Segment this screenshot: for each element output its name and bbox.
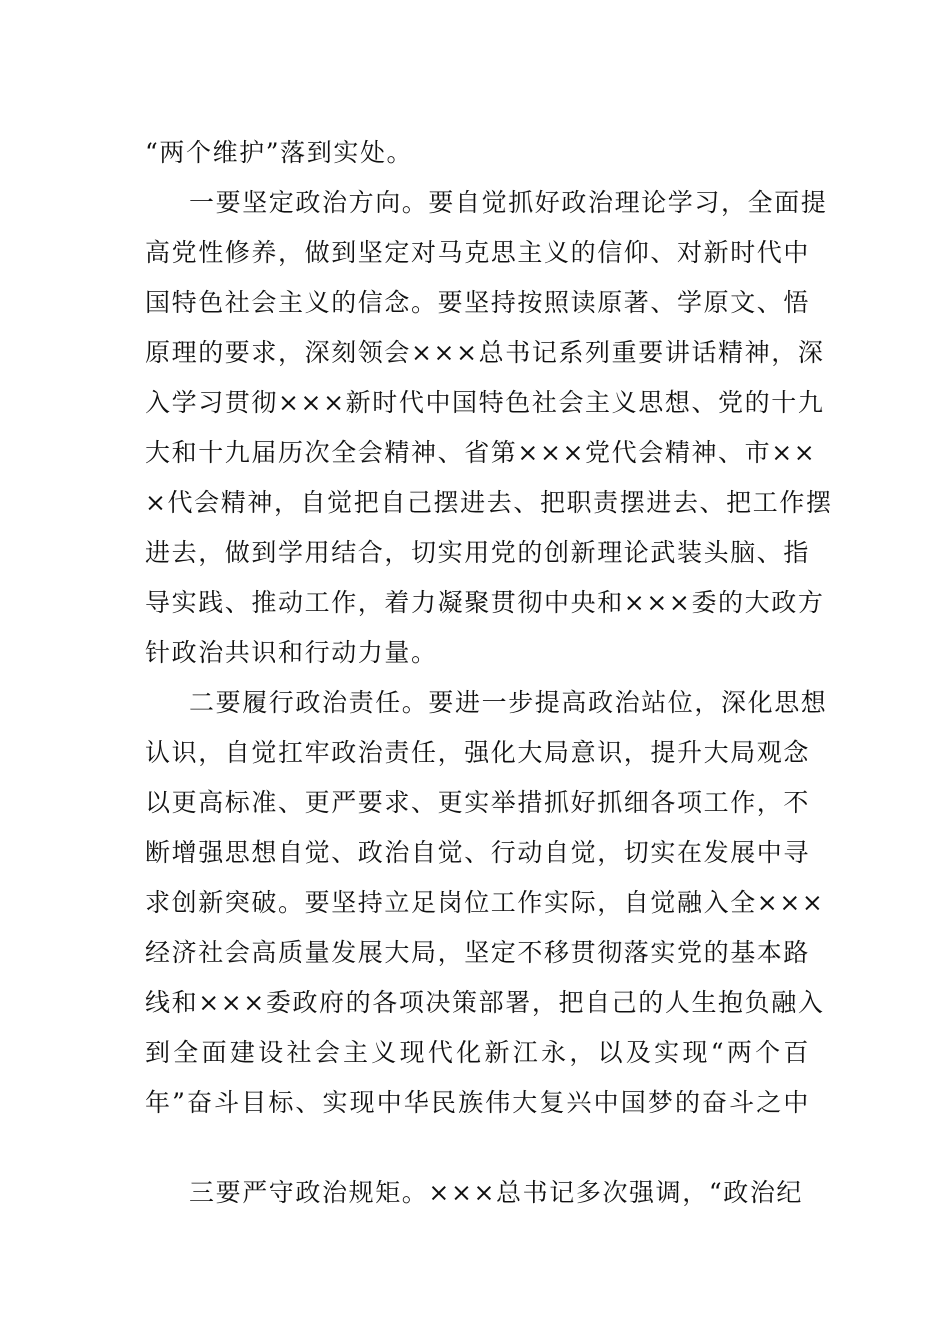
text-line: 以更高标准、更严要求、更实举措抓好抓细各项工作，不	[145, 788, 811, 817]
text-line: 线和×××委政府的各项决策部署，把自己的人生抱负融入	[145, 988, 825, 1017]
text-line: 到全面建设社会主义现代化新江永，以及实现“两个百	[145, 1038, 810, 1067]
text-line: 入学习贯彻×××新时代中国特色社会主义思想、党的十九	[145, 388, 825, 417]
paragraph-first-line: 二要履行政治责任。要进一步提高政治站位，深化思想	[189, 688, 828, 717]
text-line: 求创新突破。要坚持立足岗位工作实际，自觉融入全×××	[145, 888, 825, 917]
text-line: 高党性修养，做到坚定对马克思主义的信仰、对新时代中	[145, 238, 811, 267]
text-line: 原理的要求，深刻领会×××总书记系列重要讲话精神，深	[145, 338, 825, 367]
text-line: 国特色社会主义的信念。要坚持按照读原著、学原文、悟	[145, 288, 811, 317]
text-line: 断增强思想自觉、政治自觉、行动自觉，切实在发展中寻	[145, 838, 811, 867]
text-line: 认识，自觉扛牢政治责任，强化大局意识，提升大局观念	[145, 738, 811, 767]
text-line: ×代会精神，自觉把自己摆进去、把职责摆进去、把工作摆	[145, 488, 833, 517]
paragraph-first-line: 一要坚定政治方向。要自觉抓好政治理论学习，全面提	[189, 188, 828, 217]
text-line: 针政治共识和行动力量。	[145, 638, 438, 667]
text-line: 导实践、推动工作，着力凝聚贯彻中央和×××委的大政方	[145, 588, 825, 617]
text-line: 经济社会高质量发展大局，坚定不移贯彻落实党的基本路	[145, 938, 811, 967]
text-line: 大和十九届历次全会精神、省第×××党代会精神、市××	[145, 438, 817, 467]
text-line: 进去，做到学用结合，切实用党的创新理论武装头脑、指	[145, 538, 811, 567]
text-line: “两个维护”落到实处。	[145, 138, 414, 167]
paragraph-first-line: 三要严守政治规矩。×××总书记多次强调，“政治纪	[189, 1178, 804, 1207]
text-line: 年”奋斗目标、实现中华民族伟大复兴中国梦的奋斗之中	[145, 1088, 810, 1117]
